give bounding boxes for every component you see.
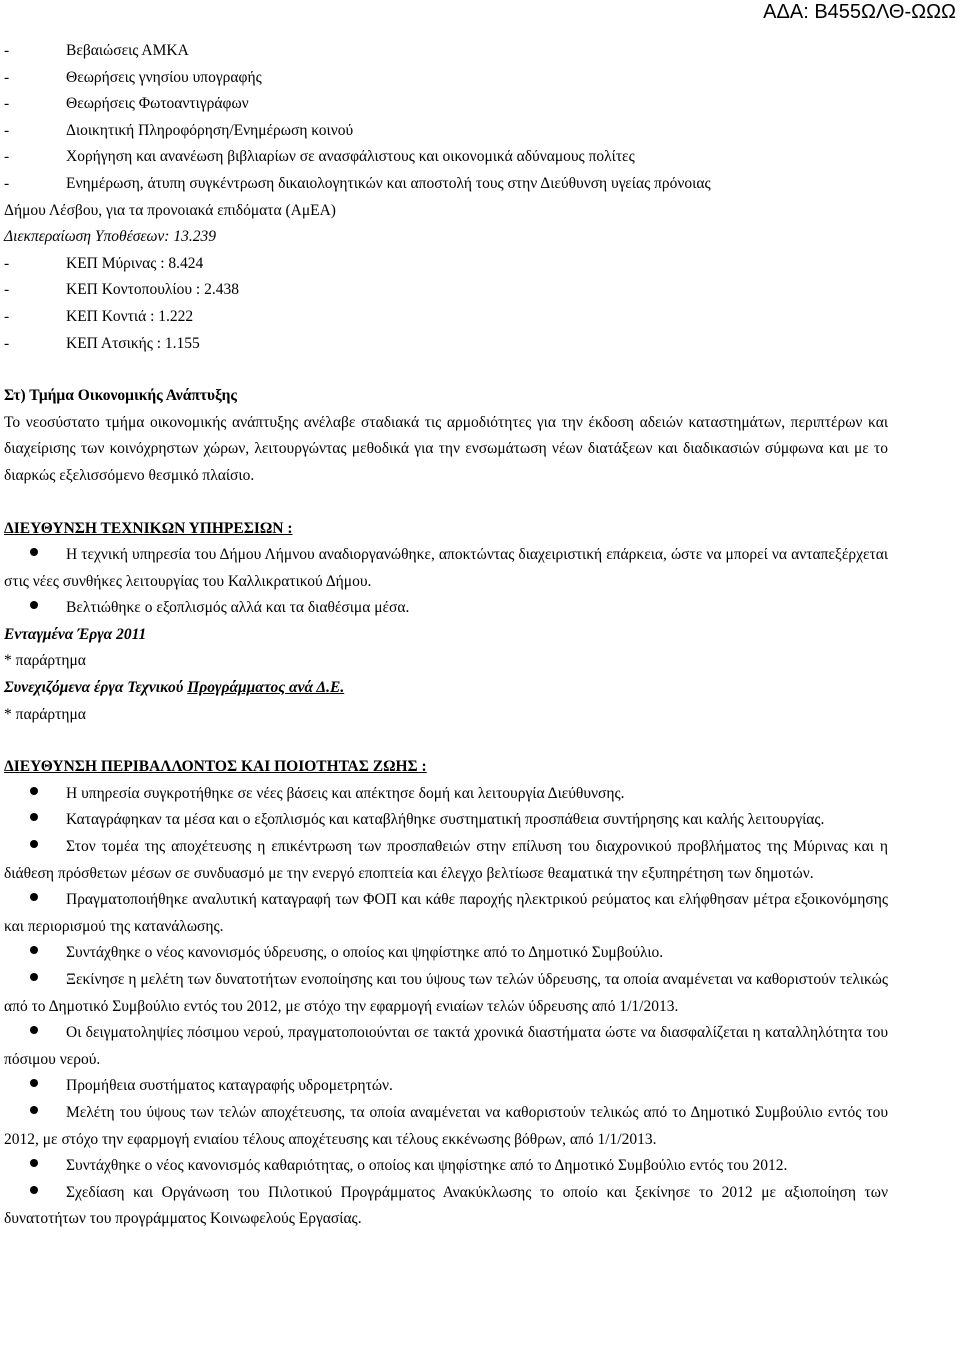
projects-2011-title: Ενταγμένα Έργα 2011 [4,625,147,643]
annex-note: * παράρτημα [4,705,86,723]
bullet-item: Μελέτη του ύψους των τελών αποχέτευσης, τα οποία αναμένεται να καθοριστούν τελικώς από το Δημοτικό Συμβούλιο εντός του 2012, με στόχο την εφαρμογή ενιαίου τέλους αποχέτευσης και τέλους εκκένωσης βόθρων, από 1/1/2013. [4,1103,888,1148]
bullet-icon [4,903,66,904]
bullet-item: Καταγράφηκαν τα μέσα και ο εξοπλισμός και καταβλήθηκε συστηματική προσπάθεια συντήρησης και καλής λειτουργίας. [4,807,888,834]
bullet-item: Στον τομέα της αποχέτευσης η επικέντρωση των προσπαθειών στην επίλυση του διαχρονικού προβλήματος της Μύρινας και η διάθεση πρόσθετων μέσων σε συνδυασμό με την ενεργό εποπτεία και έλεγχο βελτίωσε θεαματικά την εξυπηρέτηση των δημοτών. [4,838,888,882]
spacer [4,490,888,516]
bullet-icon [4,850,66,851]
kep-item: - ΚΕΠ Κοντοπουλίου : 2.438 [4,281,239,299]
bullet-icon [4,1089,66,1090]
list-item: - Διοικητική Πληροφόρηση/Ενημέρωση κοινού [4,121,354,139]
ada-code: ΑΔΑ: Β455ΩΛΘ-ΩΩΩ [763,1,956,23]
list-item: - Χορήγηση και ανανέωση βιβλιαρίων σε ανασφάλιστους και οικονομικά αδύναμους πολίτες [4,148,635,166]
list-item-continuation: Δήμου Λέσβου, για τα προνοιακά επιδόματα (ΑμΕΑ) [4,201,336,219]
cases-title: Διεκπεραίωση Υποθέσεων: 13.239 [4,228,216,246]
list-item: - Ενημέρωση, άτυπη συγκέντρωση δικαιολογητικών και αποστολή τους στην Διεύθυνση υγείας πρόνοιας [4,174,711,192]
bullet-icon [4,797,66,798]
list-item: - Βεβαιώσεις ΑΜΚΑ [4,42,189,59]
bullet-icon [4,611,66,612]
document-page [4,38,888,1233]
env-dir-title: ΔΙΕΥΘΥΝΣΗ ΠΕΡΙΒΑΛΛΟΝΤΟΣ ΚΑΙ ΠΟΙΟΤΗΤΑΣ ΖΩΗΣ : [4,758,427,776]
continuing-projects-title: Συνεχιζόμενα έργα Τεχνικού Προγράμματος ανά Δ.Ε. [4,679,345,697]
bullet-icon [4,823,66,824]
bullet-item: Η υπηρεσία συγκροτήθηκε σε νέες βάσεις και απέκτησε δομή και λειτουργία Διεύθυνσης. [4,781,888,808]
list-item: - Θεωρήσεις γνησίου υπογραφής [4,68,262,86]
bullet-item: Πραγματοποιήθηκε αναλυτική καταγραφή των ΦΟΠ και κάθε παροχής ηλεκτρικού ρεύματος και ελήφθησαν μέτρα εξοικονόμησης και περιορισμού της κατανάλωσης. [4,891,888,935]
tech-dir-title: ΔΙΕΥΘΥΝΣΗ ΤΕΧΝΙΚΩΝ ΥΠΗΡΕΣΙΩΝ : [4,519,293,537]
econ-dept-title: Στ) Τμήμα Οικονομικής Ανάπτυξης [4,387,237,405]
bullet-icon [4,1036,66,1037]
bullet-item: Συντάχθηκε ο νέος κανονισμός ύδρευσης, ο οποίος και ψηφίστηκε από το Δημοτικό Συμβούλιο. [4,940,888,967]
bullet-item: Οι δειγματοληψίες πόσιμου νερού, πραγματοποιούνται σε τακτά χρονικά διαστήματα ώστε να διασφαλίζεται η καταλληλότητα του πόσιμου νερού. [4,1024,888,1068]
bullet-icon [4,558,66,559]
bullet-icon [4,956,66,957]
spacer [4,728,888,754]
bullet-icon [4,1169,66,1170]
bullet-item: Συντάχθηκε ο νέος κανονισμός καθαριότητας, ο οποίος και ψηφίστηκε από το Δημοτικό Συμβούλιο εντός του 2012. [4,1153,888,1180]
econ-dept-text: Το νεοσύστατο τμήμα οικονομικής ανάπτυξης ανέλαβε σταδιακά τις αρμοδιότητες για την έκδοση αδειών καταστημάτων, περιπτέρων και διαχείρισης των κοινόχρηστων χώρων, λειτουργώντας μεθοδικά για την ενσωμάτωση νέων διατάξεων και διαδικασιών σύμφωνα και με το διαρκώς εξελισσόμενο θεσμικό πλαίσιο. [4,413,888,484]
bullet-icon [4,983,66,984]
kep-item: - ΚΕΠ Μύρινας : 8.424 [4,254,204,272]
bullet-item: Σχεδίαση και Οργάνωση του Πιλοτικού Προγράμματος Ανακύκλωσης το οποίο και ξεκίνησε το 2012 με αξιοποίηση των δυνατοτήτων του προγράμματος Κοινωφελούς Εργασίας. [4,1183,888,1228]
list-item: - Θεωρήσεις Φωτοαντιγράφων [4,95,249,113]
kep-item: - ΚΕΠ Κοντιά : 1.222 [4,307,194,325]
bullet-icon [4,1116,66,1117]
bullet-item: Ξεκίνησε η μελέτη των δυνατοτήτων ενοποίησης και του ύψους των τελών ύδρευσης, τα οποία αναμένεται να καθοριστούν τελικώς από το Δημοτικό Συμβούλιο εντός του 2012, με στόχο την εφαρμογή ενιαίων τελών ύδρευσης από 1/1/2013. [4,971,888,1015]
bullet-icon [4,1196,66,1197]
spacer [4,357,888,383]
kep-item: - ΚΕΠ Ατσικής : 1.155 [4,334,200,352]
bullet-item: Βελτιώθηκε ο εξοπλισμός αλλά και τα διαθέσιμα μέσα. [4,595,888,622]
bullet-item: Η τεχνική υπηρεσία του Δήμου Λήμνου αναδιοργανώθηκε, αποκτώντας διαχειριστική επάρκεια, ώστε να μπορεί να ανταπεξέρχεται στις νέες συνθήκες λειτουργίας του Καλλικρατικού Δήμου. [4,546,888,590]
bullet-item: Προμήθεια συστήματος καταγραφής υδρομετρητών. [4,1073,888,1100]
annex-note: * παράρτημα [4,652,86,670]
